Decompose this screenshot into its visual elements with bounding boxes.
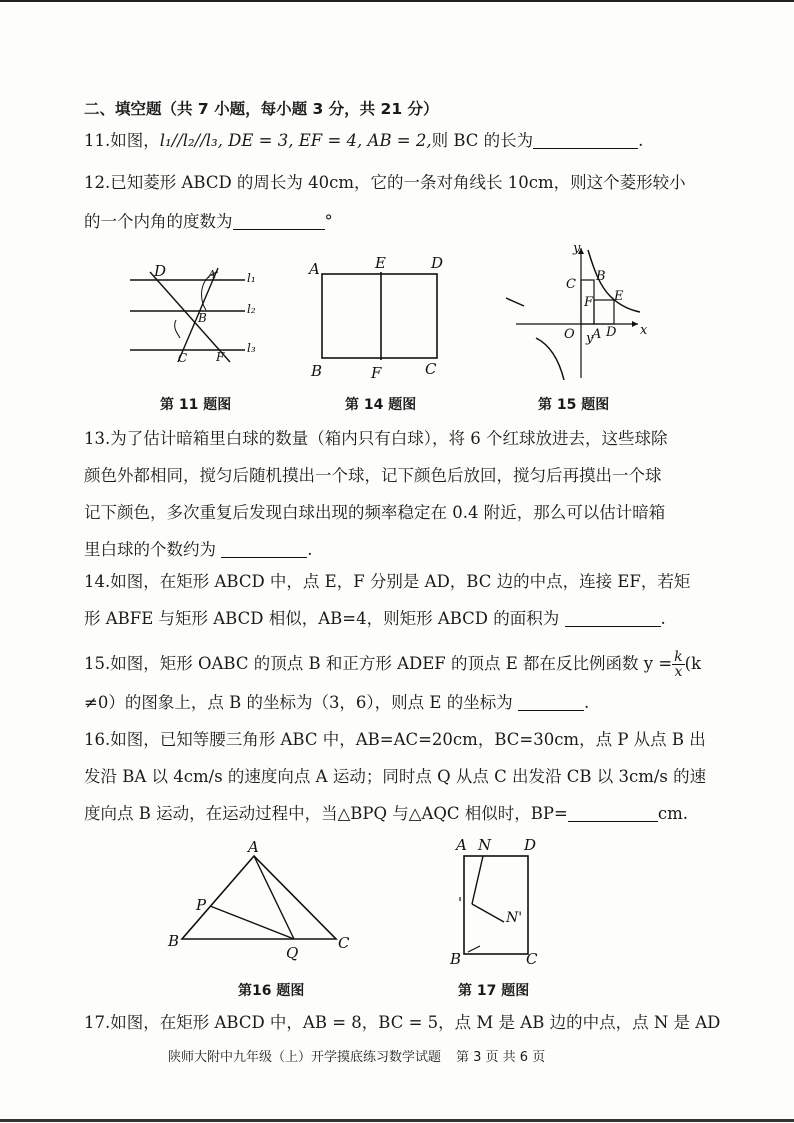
q15-answer-blank[interactable] xyxy=(518,694,584,711)
label-D: D xyxy=(524,836,537,854)
label-A: A xyxy=(248,840,259,856)
label-C: C xyxy=(425,360,437,378)
label-y: y xyxy=(586,331,594,346)
segment-aq xyxy=(254,856,294,939)
label-C: C xyxy=(526,950,538,968)
label-F: F xyxy=(584,295,594,310)
figure-11 xyxy=(120,258,270,370)
question-16-line1: 16.如图，已知等腰三角形 ABC 中，AB=AC=20cm，BC=30cm，点 P 从点 B 出 xyxy=(84,730,706,749)
hand-mark-hook xyxy=(175,320,180,338)
q15-fraction xyxy=(672,650,684,679)
question-16-line2: 发沿 BA 以 4cm/s 的速度向点 A 运动；同时点 Q 从点 C 出发沿 CB 以 3cm/s 的速 xyxy=(84,767,707,786)
q14-answer-blank[interactable] xyxy=(565,610,661,627)
label-Q: Q xyxy=(286,944,299,962)
label-x: x xyxy=(640,323,648,338)
hyperbola-branch-3 xyxy=(536,338,564,380)
question-17-line1: 17.如图，在矩形 ABCD 中，AB = 8，BC = 5，点 M 是 AB 边的中点，点 N 是 AD xyxy=(84,1013,721,1032)
label-F: F xyxy=(371,364,382,382)
label-N: N xyxy=(478,836,492,854)
square-adef xyxy=(594,300,614,324)
q14-text: 形 ABFE 与矩形 ABCD 相似，AB=4，则矩形 ABCD 的面积为 xyxy=(84,609,560,628)
label-y-axis: y xyxy=(573,241,581,256)
q11-answer-blank[interactable] xyxy=(533,132,638,149)
footer-page: 第 3 页 共 6 页 xyxy=(456,1050,546,1065)
figure-17-caption: 第 17 题图 xyxy=(458,983,530,999)
question-12-line1: 12.已知菱形 ABCD 的周长为 40cm，它的一条对角线长 10cm，则这个菱形较小 xyxy=(84,173,686,192)
question-14-line1: 14.如图，在矩形 ABCD 中，点 E，F 分别是 AD，BC 边的中点，连接 EF，若矩 xyxy=(84,572,691,591)
figure-14 xyxy=(305,252,455,384)
segment-pq xyxy=(210,906,294,939)
label-D: D xyxy=(154,262,167,280)
label-l3: l₃ xyxy=(247,341,256,355)
section-heading: 二、填空题（共 7 小题，每小题 3 分，共 21 分） xyxy=(84,100,439,118)
label-C: C xyxy=(338,934,350,952)
question-13-line1: 13.为了估计暗箱里白球的数量（箱内只有白球），将 6 个红球放进去，这些球除 xyxy=(84,429,668,448)
q12-text: 的一个内角的度数为 xyxy=(84,212,233,231)
segment-mn-prime xyxy=(472,904,504,922)
q11-math: l₁//l₂//l₃, DE = 3, EF = 4, AB = 2, xyxy=(159,131,432,150)
question-12-line2 xyxy=(84,211,333,233)
label-A: A xyxy=(309,260,320,278)
label-B: B xyxy=(596,269,606,284)
label-E: E xyxy=(375,254,386,272)
hand-mark xyxy=(468,946,480,952)
label-E: E xyxy=(614,289,624,304)
label-A: A xyxy=(208,268,216,281)
q13-answer-blank[interactable] xyxy=(221,541,307,558)
label-l1: l₁ xyxy=(247,271,256,285)
label-B: B xyxy=(450,950,462,968)
label-D: D xyxy=(431,254,444,272)
label-O: O xyxy=(564,327,575,342)
label-l2: l₂ xyxy=(247,302,256,316)
figure-15 xyxy=(488,240,658,388)
label-P: P xyxy=(196,896,207,914)
hyperbola-fragment xyxy=(506,298,524,306)
q15-frac-den: x xyxy=(674,664,683,680)
label-B: B xyxy=(198,311,207,325)
label-F: F xyxy=(216,350,225,364)
top-border xyxy=(0,0,794,2)
transversal-df xyxy=(150,272,230,362)
rectangle-abcd xyxy=(322,274,437,358)
label-C: C xyxy=(566,277,576,292)
q16-answer-blank[interactable] xyxy=(568,805,658,822)
label-C: C xyxy=(178,351,188,365)
q15-frac-num: k xyxy=(674,649,683,665)
label-D: D xyxy=(606,325,617,340)
q13-end: . xyxy=(307,540,313,559)
q16-text: 度向点 B 运动，在运动过程中，当△BPQ 与△AQC 相似时，BP= xyxy=(84,804,568,823)
question-13-line2: 颜色外都相同，搅匀后随机摸出一个球，记下颜色后放回，搅匀后再摸出一个球 xyxy=(84,466,662,485)
figure-14-caption: 第 14 题图 xyxy=(345,397,417,413)
q12-unit: ° xyxy=(324,212,333,231)
q11-prefix: 11.如图， xyxy=(84,131,160,150)
question-13-line4 xyxy=(84,539,313,561)
label-B: B xyxy=(311,362,323,380)
question-15-line2 xyxy=(84,692,589,714)
x-axis-arrow xyxy=(632,321,638,327)
q15-end: . xyxy=(583,693,590,712)
q15-text2: ≠0）的图象上，点 B 的坐标为（3，6），则点 E 的坐标为 xyxy=(84,693,513,712)
question-14-line2 xyxy=(84,608,666,630)
bottom-border xyxy=(0,1119,794,1122)
q16-unit: cm. xyxy=(657,804,688,823)
q14-end: . xyxy=(660,609,666,628)
q12-answer-blank[interactable] xyxy=(233,213,325,230)
figure-16-caption: 第16 题图 xyxy=(238,983,305,999)
label-A: A xyxy=(592,327,602,342)
figure-11-caption: 第 11 题图 xyxy=(160,397,232,413)
q15-tail: (k xyxy=(684,654,702,673)
q11-suffix: 则 BC 的长为 xyxy=(431,131,534,150)
label-B: B xyxy=(168,932,180,950)
q11-end: . xyxy=(638,131,644,150)
segment-mn xyxy=(472,856,483,904)
label-N-prime: N' xyxy=(506,910,523,926)
question-11 xyxy=(84,130,643,152)
q13-text: 里白球的个数约为 xyxy=(84,540,216,559)
figure-16 xyxy=(160,840,360,970)
label-M: ' xyxy=(458,894,463,912)
figure-17 xyxy=(446,834,556,970)
label-A: A xyxy=(456,836,467,854)
question-16-line3 xyxy=(84,803,688,825)
q15-text: 15.如图，矩形 OABC 的顶点 B 和正方形 ADEF 的顶点 E 都在反比例函数 y = xyxy=(84,654,673,673)
footer-title: 陕师大附中九年级（上）开学摸底练习数学试题 xyxy=(168,1050,442,1065)
figure-15-caption: 第 15 题图 xyxy=(538,397,610,413)
question-13-line3: 记下颜色，多次重复后发现白球出现的频率稳定在 0.4 附近，那么可以估计暗箱 xyxy=(84,503,666,522)
question-15-line1 xyxy=(84,650,701,679)
